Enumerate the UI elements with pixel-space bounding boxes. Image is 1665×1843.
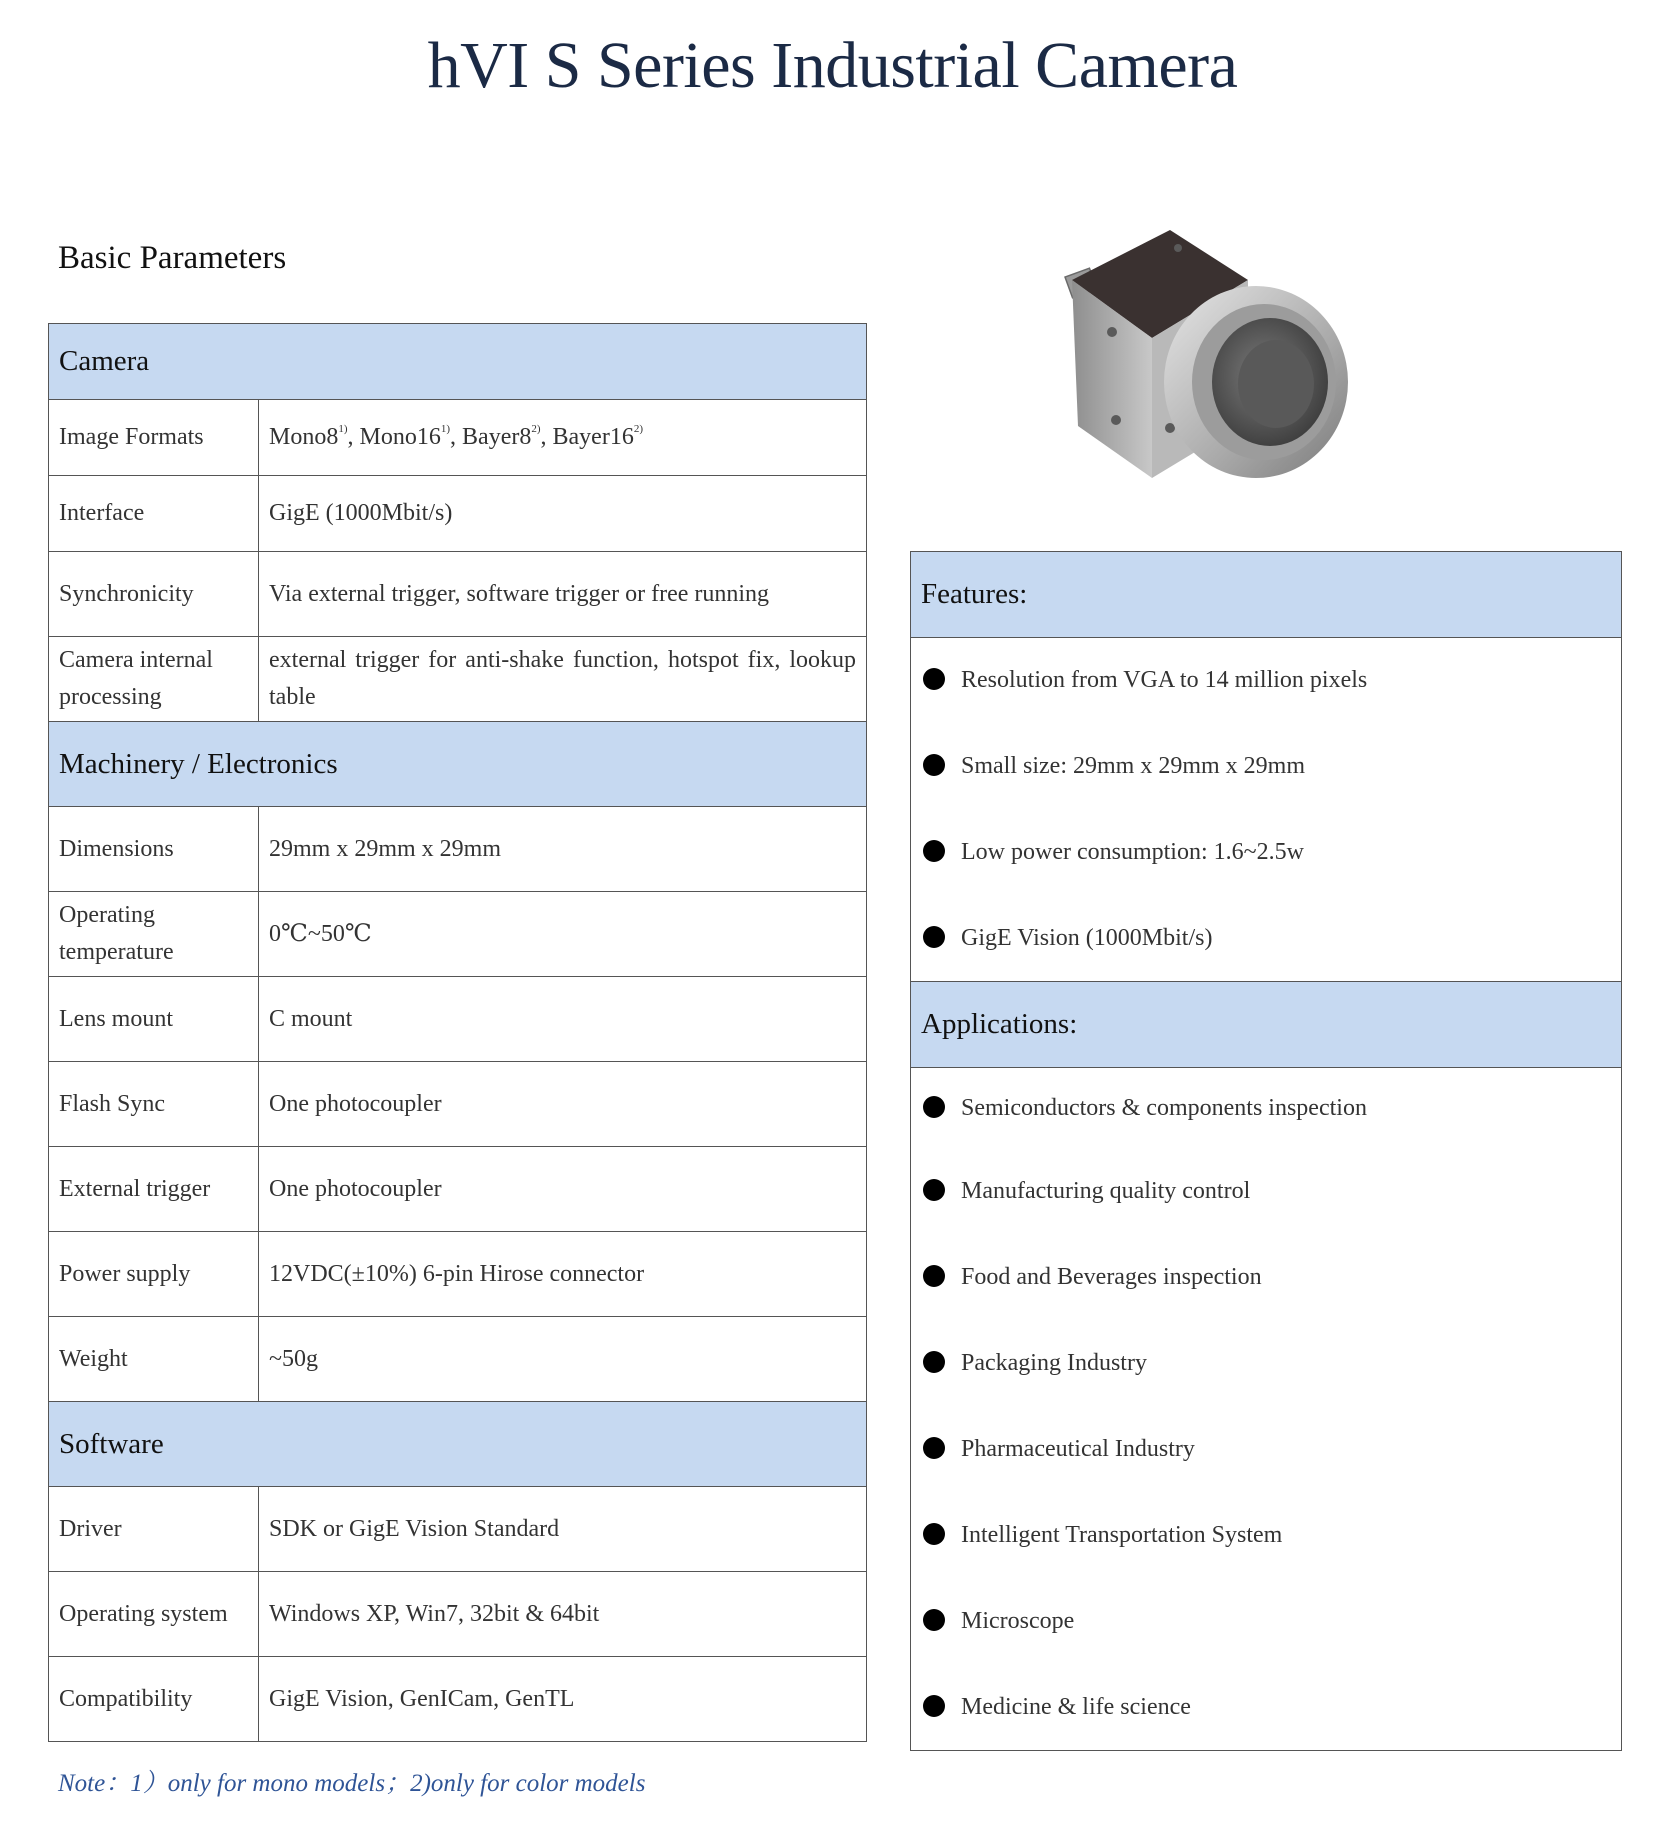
bullet-icon (923, 840, 945, 862)
feature-text: Resolution from VGA to 14 million pixels (961, 667, 1368, 694)
feature-item (911, 724, 1622, 810)
param-label: External trigger (49, 1147, 259, 1232)
bullet-icon (923, 926, 945, 948)
table-row (49, 1317, 867, 1402)
param-value: SDK or GigE Vision Standard (259, 1487, 867, 1572)
param-value: C mount (259, 977, 867, 1062)
param-label: Lens mount (49, 977, 259, 1062)
table-row (49, 1487, 867, 1572)
feature-text: Low power consumption: 1.6~2.5w (961, 839, 1304, 865)
param-label: Compatibility (49, 1657, 259, 1742)
parameters-table (48, 323, 867, 1742)
bullet-icon (923, 668, 945, 690)
application-item (911, 1321, 1622, 1407)
feature-text: Small size: 29mm x 29mm x 29mm (961, 753, 1305, 779)
param-value: 29mm x 29mm x 29mm (259, 807, 867, 892)
applications-label: Applications: (911, 982, 1622, 1068)
param-label: Power supply (49, 1232, 259, 1317)
application-item (911, 1068, 1622, 1149)
footnote-mark: 2) (633, 423, 643, 435)
format-bayer16: , Bayer16 (540, 424, 634, 450)
table-row (49, 1232, 867, 1317)
application-item (911, 1149, 1622, 1235)
feature-text: GigE Vision (1000Mbit/s) (961, 924, 1213, 951)
table-row (49, 1147, 867, 1232)
param-value: 12VDC(±10%) 6-pin Hirose connector (259, 1232, 867, 1317)
format-bayer8: , Bayer8 (450, 424, 532, 450)
footnote-mark: 1) (440, 423, 451, 435)
bullet-icon (923, 1351, 945, 1373)
features-header-row (911, 552, 1622, 638)
param-value: One photocoupler (259, 1062, 867, 1147)
application-item (911, 1493, 1622, 1579)
application-text: Intelligent Transportation System (961, 1522, 1283, 1548)
param-value: external trigger for anti-shake function, hotspot fix, lookup table (259, 637, 867, 722)
table-row (49, 892, 867, 977)
footnote: Note：1）only for mono models；2)only for color models (58, 1770, 646, 1797)
page-title: hVI S Series Industrial Camera (427, 29, 1238, 102)
bullet-icon (923, 1265, 945, 1287)
basic-parameters-heading: Basic Parameters (58, 240, 287, 276)
table-row (49, 1062, 867, 1147)
camera-photo (1050, 220, 1390, 530)
table-row (49, 977, 867, 1062)
param-value: GigE Vision, GenICam, GenTL (259, 1657, 867, 1742)
application-item (911, 1235, 1622, 1321)
application-text: Microscope (961, 1608, 1075, 1634)
features-table (910, 551, 1622, 1751)
group-row-machinery (49, 722, 867, 807)
param-label: Dimensions (49, 807, 259, 892)
bullet-icon (923, 1695, 945, 1717)
param-value: Via external trigger, software trigger or free running (259, 552, 867, 637)
application-text: Packaging Industry (961, 1350, 1147, 1376)
application-text: Food and Beverages inspection (961, 1264, 1262, 1290)
features-label: Features: (911, 552, 1622, 638)
bullet-icon (923, 754, 945, 776)
param-value: 0℃~50℃ (259, 892, 867, 977)
bullet-icon (923, 1096, 945, 1118)
table-row (49, 476, 867, 552)
application-text: Manufacturing quality control (961, 1178, 1251, 1204)
table-row (49, 1572, 867, 1657)
application-item (911, 1579, 1622, 1665)
format-mono16: , Mono16 (347, 424, 441, 450)
feature-item (911, 810, 1622, 896)
bullet-icon (923, 1523, 945, 1545)
param-label: Interface (49, 476, 259, 552)
bullet-icon (923, 1179, 945, 1201)
application-text: Semiconductors & components inspection (961, 1094, 1367, 1121)
group-label-machinery: Machinery / Electronics (49, 722, 867, 807)
applications-header-row (911, 982, 1622, 1068)
param-value: ~50g (259, 1317, 867, 1402)
bullet-icon (923, 1609, 945, 1631)
param-label: Synchronicity (49, 552, 259, 637)
param-value-image-formats (259, 400, 867, 476)
footnote-mark: 1) (338, 423, 348, 435)
param-label: Image Formats (49, 400, 259, 476)
application-item (911, 1665, 1622, 1751)
group-label-software: Software (49, 1402, 867, 1487)
format-mono8: Mono8 (269, 424, 339, 450)
bullet-icon (923, 1437, 945, 1459)
table-row (49, 637, 867, 722)
feature-item (911, 896, 1622, 982)
group-label-camera: Camera (49, 324, 867, 400)
param-label: Operating system (49, 1572, 259, 1657)
footnote-mark: 2) (531, 423, 541, 435)
application-item (911, 1407, 1622, 1493)
param-label: Operating temperature (49, 892, 259, 977)
group-row-software (49, 1402, 867, 1487)
table-row (49, 552, 867, 637)
param-value: GigE (1000Mbit/s) (259, 476, 867, 552)
table-row (49, 1657, 867, 1742)
param-label: Camera internal processing (49, 637, 259, 722)
feature-item (911, 638, 1622, 724)
table-row (49, 807, 867, 892)
param-label: Weight (49, 1317, 259, 1402)
param-label: Flash Sync (49, 1062, 259, 1147)
application-text: Medicine & life science (961, 1693, 1191, 1720)
application-text: Pharmaceutical Industry (961, 1436, 1195, 1462)
table-row (49, 400, 867, 476)
param-label: Driver (49, 1487, 259, 1572)
param-value: Windows XP, Win7, 32bit & 64bit (259, 1572, 867, 1657)
param-value: One photocoupler (259, 1147, 867, 1232)
group-row-camera (49, 324, 867, 400)
